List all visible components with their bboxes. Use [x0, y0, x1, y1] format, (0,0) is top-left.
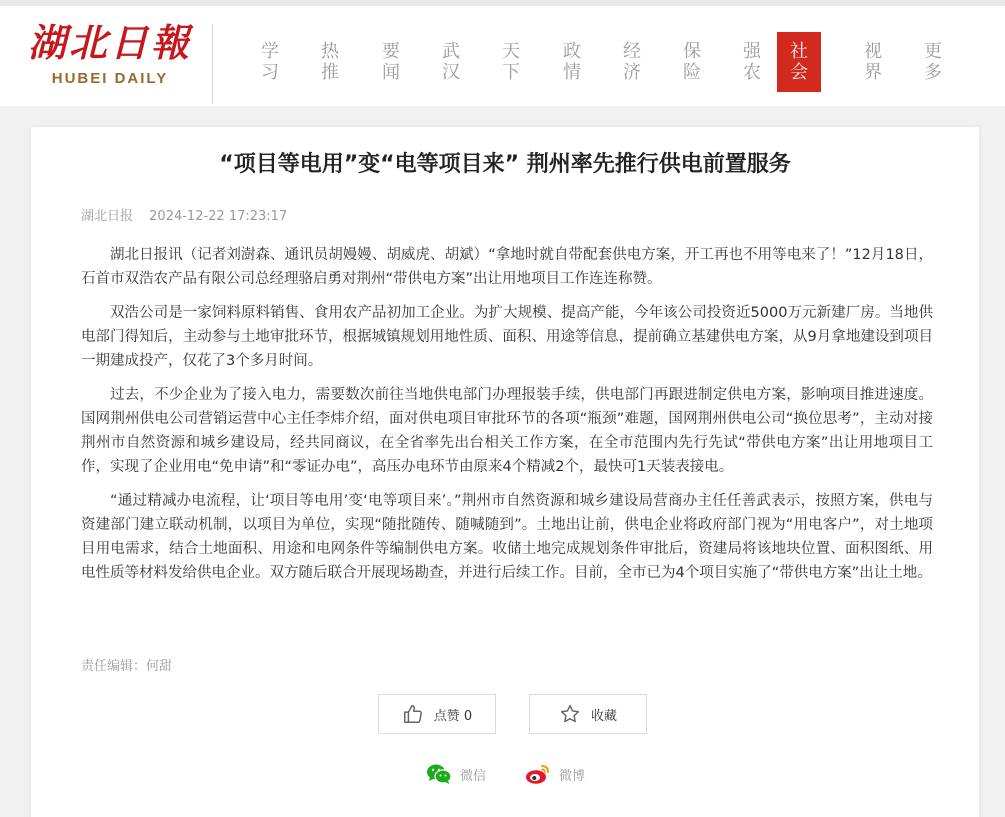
- logo-english: HUBEI DAILY: [51, 70, 169, 87]
- article-meta: [81, 205, 299, 224]
- nav-item-10[interactable]: [777, 32, 821, 92]
- nav-item-11[interactable]: [851, 32, 895, 92]
- nav-item-6[interactable]: [550, 32, 594, 92]
- nav-item-label-char: 推: [321, 62, 339, 83]
- nav-item-9[interactable]: [730, 32, 774, 92]
- article-card: [31, 127, 979, 817]
- site-logo[interactable]: [26, 18, 194, 98]
- nav-item-label-char: 界: [864, 62, 882, 83]
- favorite-label: 收藏: [590, 708, 617, 724]
- nav-item-label-char: 社: [790, 41, 808, 62]
- header-divider: [212, 24, 213, 104]
- share-weibo[interactable]: [525, 763, 585, 785]
- star-icon: [559, 703, 581, 725]
- weibo-label: 微博: [559, 768, 586, 784]
- nav-item-label-char: 闻: [382, 62, 400, 83]
- nav-item-label-char: 更: [924, 41, 942, 62]
- nav-item-label-char: 济: [623, 62, 641, 83]
- article-paragraph: 湖北日报讯（记者刘澍森、通讯员胡嫚嫚、胡威虎、胡斌）“拿地时就自带配套供电方案，开工再也不用等电来了！”12月18日，石首市双浩农产品有限公司总经理骆启勇对荆州“带供电方案”出让用地项目工作连连称赞。: [81, 247, 933, 287]
- share-wechat[interactable]: [426, 763, 486, 785]
- article-paragraph: 双浩公司是一家饲料原料销售、食用农产品初加工企业。为扩大规模、提高产能，今年该公司投资近5000万元新建厂房。当地供电部门得知后，主动参与土地审批环节，根据城镇规划用地性质、面积、用途等信息，提前确立基建供电方案，从9月拿地建设到项目一期建成投产，仅花了3个多月时间。: [81, 305, 933, 369]
- nav-item-2[interactable]: [308, 32, 352, 92]
- article-source: 湖北日报: [81, 209, 134, 224]
- like-label: 点赞 0: [433, 708, 473, 724]
- nav-item-label-char: 农: [743, 62, 761, 83]
- nav-item-label-char: 天: [502, 41, 520, 62]
- like-button[interactable]: [378, 694, 496, 734]
- nav-item-label-char: 习: [261, 62, 279, 83]
- logo-chinese: 湖北日報: [27, 20, 192, 65]
- nav-item-label-char: 要: [382, 41, 400, 62]
- nav-item-label-char: 武: [442, 41, 460, 62]
- weibo-icon: [525, 763, 551, 785]
- top-header: [0, 0, 1005, 106]
- article-paragraph: 过去，不少企业为了接入电力，需要数次前往当地供电部门办理报装手续，供电部门再跟进制定供电方案，影响项目推进速度。国网荆州供电公司营销运营中心主任李炜介绍，面对供电项目审批环节的各项“瓶颈”难题，国网荆州供电公司“换位思考”，主动对接荆州市自然资源和城乡建设局，经共同商议，在全省率先出台相关工作方案，在全市范围内先行先试“带供电方案”出让用地项目工作，实现了企业用电“免申请”和“零证办电”，高压办电环节由原来4个精减2个，最快可1天装表接电。: [81, 387, 933, 475]
- nav-item-label-char: 视: [864, 41, 882, 62]
- nav-item-12[interactable]: [911, 32, 955, 92]
- nav-item-label-char: 学: [261, 41, 279, 62]
- nav-item-8[interactable]: [670, 32, 714, 92]
- nav-item-5[interactable]: [489, 32, 533, 92]
- article-datetime: 2024-12-22 17:23:17: [149, 209, 288, 224]
- nav-item-1[interactable]: [248, 32, 292, 92]
- nav-item-label-char: 强: [743, 41, 761, 62]
- article-paragraph: “通过精减办电流程，让‘项目等电用’变‘电等项目来’。”荆州市自然资源和城乡建设局营商办主任任善武表示，按照方案，供电与资建部门建立联动机制，以项目为单位，实现“随批随传、随喊随到”。土地出让前，供电企业将政府部门视为“用电客户”，对土地项目用电需求，结合土地面积、用途和电网条件等编制供电方案。收储土地完成规划条件审批后，资建局将该地块位置、面积图纸、用电性质等材料发给供电企业。双方随后联合开展现场勘查，并进行后续工作。目前，全市已为4个项目实施了“带供电方案”出让土地。: [81, 493, 933, 581]
- nav-item-label-char: 汉: [442, 62, 460, 83]
- article-body: [81, 243, 933, 595]
- favorite-button[interactable]: [529, 694, 647, 734]
- responsible-editor: 责任编辑：何甜: [81, 659, 173, 674]
- thumbs-up-icon: [402, 703, 424, 725]
- wechat-label: 微信: [460, 768, 487, 784]
- nav-item-3[interactable]: [369, 32, 413, 92]
- nav-item-label-char: 经: [623, 41, 641, 62]
- nav-item-label-char: 险: [683, 62, 701, 83]
- article-title: “项目等电用”变“电等项目来” 荆州率先推行供电前置服务: [219, 152, 791, 177]
- nav-item-label-char: 多: [924, 62, 942, 83]
- nav-item-label-char: 保: [683, 41, 701, 62]
- nav-item-label-char: 会: [790, 62, 808, 83]
- nav-item-label-char: 政: [563, 41, 581, 62]
- nav-item-4[interactable]: [429, 32, 473, 92]
- wechat-icon: [426, 763, 452, 785]
- nav-item-label-char: 情: [563, 62, 581, 83]
- nav-item-label-char: 下: [502, 62, 520, 83]
- nav-item-label-char: 热: [321, 41, 339, 62]
- nav-item-7[interactable]: [610, 32, 654, 92]
